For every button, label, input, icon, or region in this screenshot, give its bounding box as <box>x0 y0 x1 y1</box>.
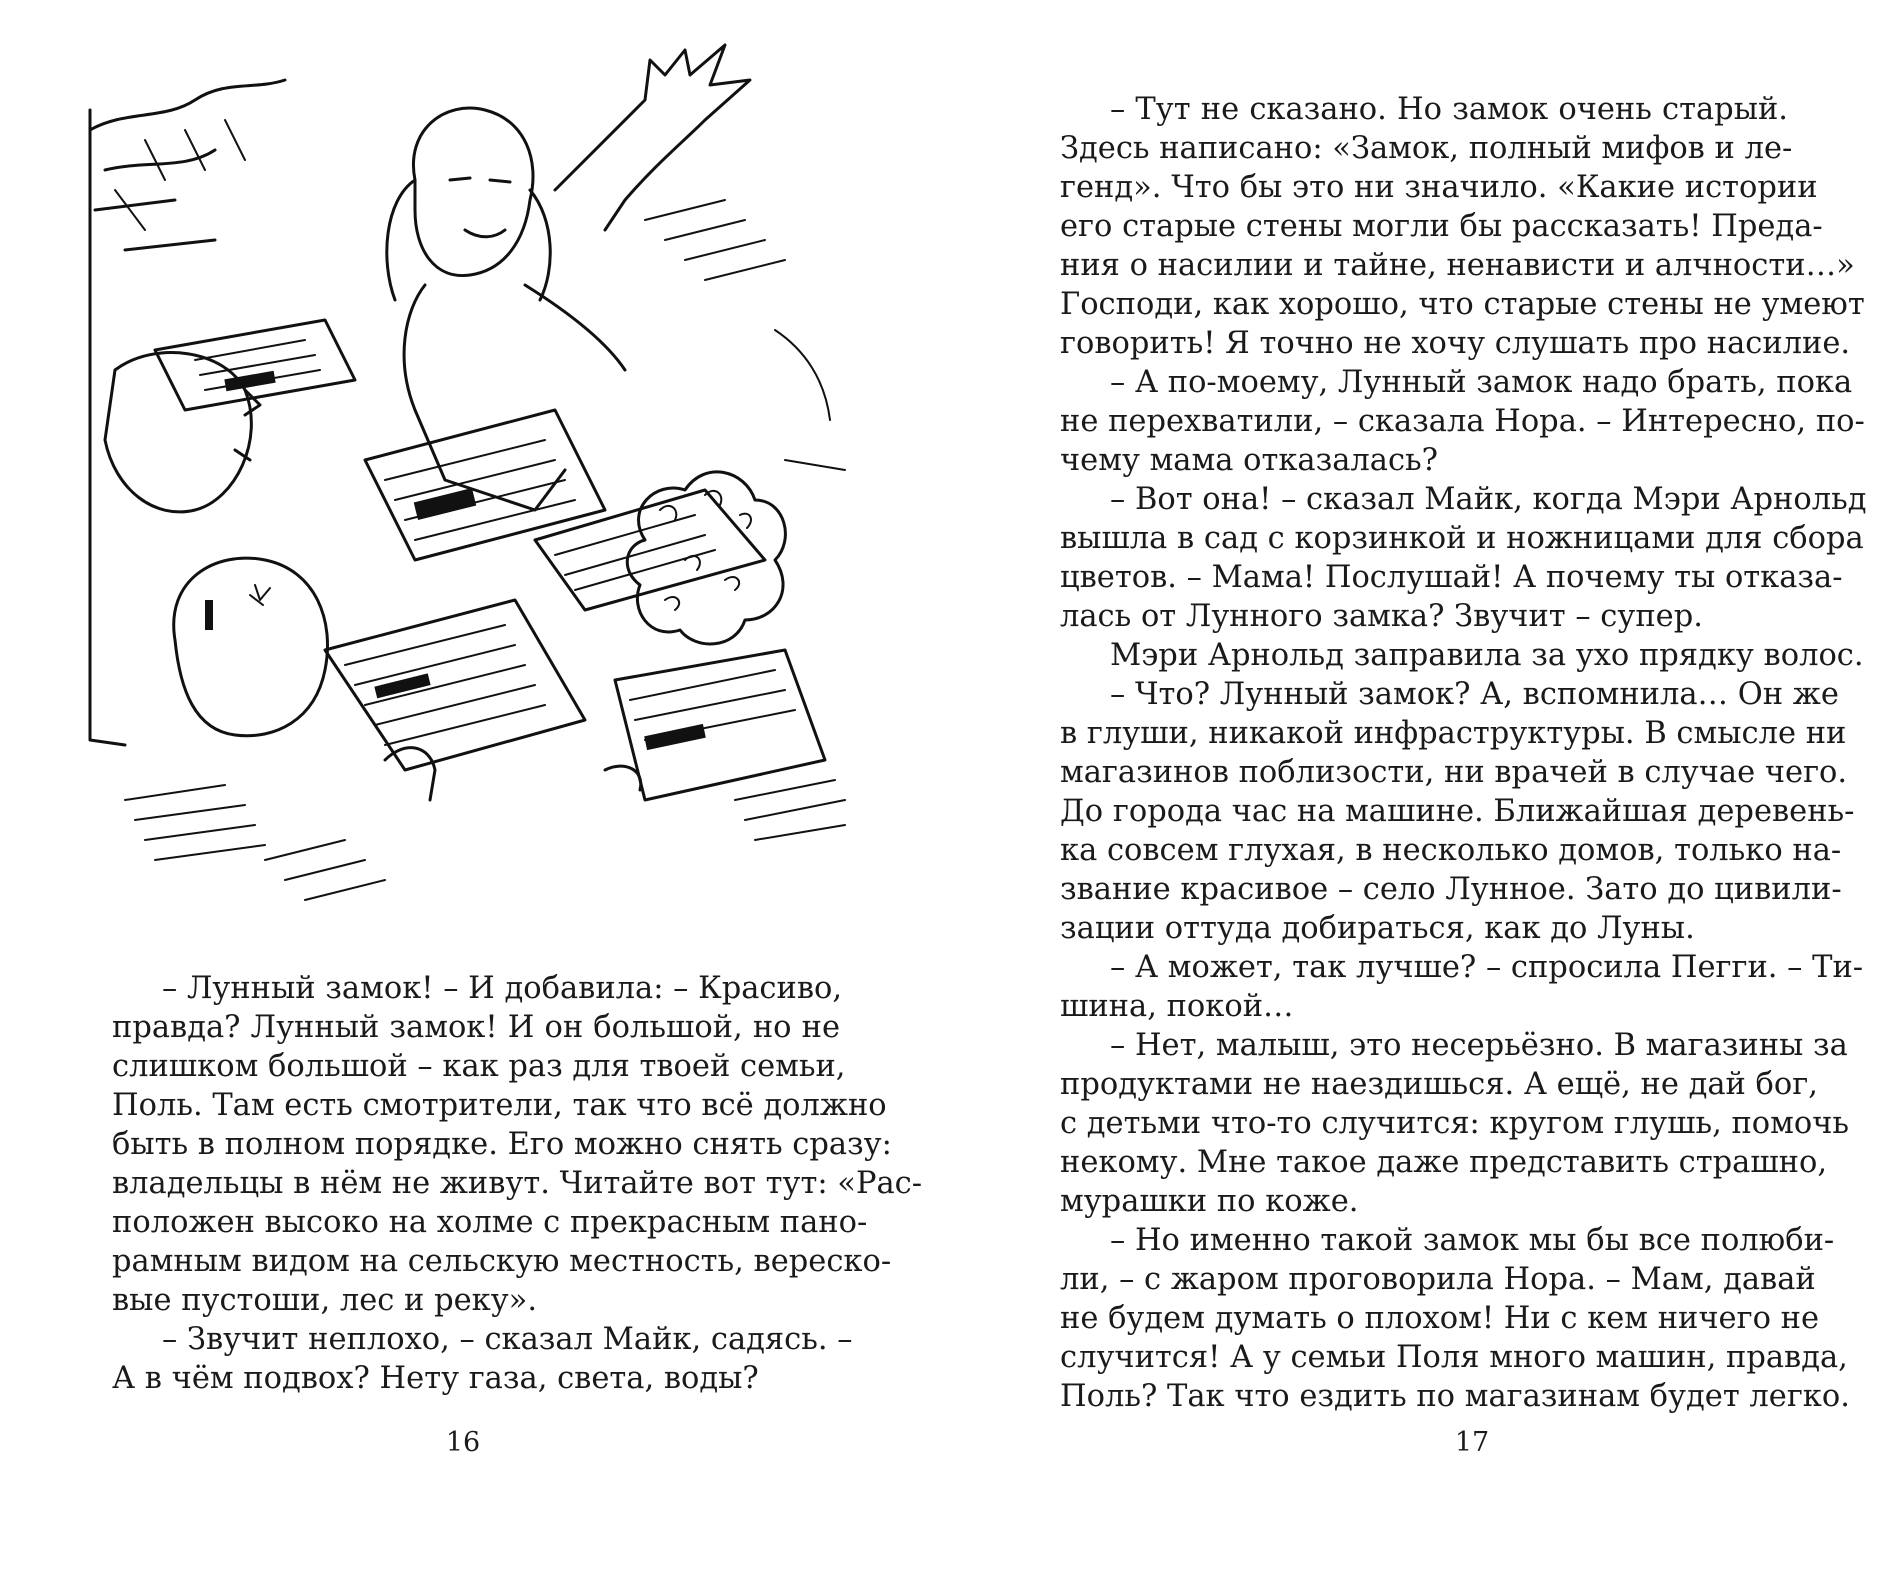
text-line: рамным видом на сельскую местность, вереско- <box>112 1244 892 1279</box>
text-line: – А может, так лучше? – спросила Пегги. – Ти- <box>1110 950 1864 985</box>
text-line: говорить! Я точно не хочу слушать про насилие. <box>1060 326 1851 361</box>
text-line: случится! А у семьи Поля много машин, правда, <box>1060 1340 1848 1375</box>
text-line: Поль. Там есть смотрители, так что всё должно <box>112 1088 887 1123</box>
text-line: – Лунный замок! – И добавила: – Красиво, <box>162 971 843 1006</box>
text-line: – Звучит неплохо, – сказал Майк, садясь. – <box>162 1322 853 1357</box>
text-line: зации оттуда добираться, как до Луны. <box>1060 911 1695 946</box>
text-line: положен высоко на холме с прекрасным пано- <box>112 1205 868 1240</box>
right-page-text <box>1060 90 1867 1416</box>
text-line: магазинов поблизости, ни врачей в случае чего. <box>1060 755 1848 790</box>
text-line: вые пустоши, лес и реку». <box>112 1283 538 1318</box>
illustration-children-with-newspapers <box>85 40 855 940</box>
left-page-text <box>112 969 923 1398</box>
text-line: генд». Что бы это ни значило. «Какие истории <box>1060 170 1818 205</box>
right-page <box>950 0 1900 1573</box>
text-line: ния о насилии и тайне, ненависти и алчности…» <box>1060 248 1855 283</box>
text-line: слишком большой – как раз для твоей семьи, <box>112 1049 846 1084</box>
text-line: не будем думать о плохом! Ни с кем ничего не <box>1060 1301 1820 1336</box>
text-line: шина, покой… <box>1060 989 1294 1024</box>
text-line: владельцы в нём не живут. Читайте вот тут: «Рас- <box>112 1166 923 1201</box>
text-line: – Но именно такой замок мы бы все полюби- <box>1110 1223 1835 1258</box>
text-line: с детьми что-то случится: кругом глушь, помочь <box>1060 1106 1850 1141</box>
text-line: – Нет, малыш, это несерьёзно. В магазины за <box>1110 1028 1848 1063</box>
page-number: 17 <box>1454 1427 1490 1458</box>
text-line: звание красивое – село Лунное. Зато до цивили- <box>1060 872 1842 907</box>
text-line: вышла в сад с корзинкой и ножницами для сбора <box>1060 521 1864 556</box>
text-line: ли, – с жаром проговорила Нора. – Мам, давай <box>1060 1262 1816 1297</box>
text-line: – Что? Лунный замок? А, вспомнила… Он же <box>1110 677 1839 712</box>
text-line: – А по-моему, Лунный замок надо брать, пока <box>1110 365 1853 400</box>
text-line: А в чём подвох? Нету газа, света, воды? <box>112 1361 759 1396</box>
text-line: цветов. – Мама! Послушай! А почему ты отказа- <box>1060 560 1843 595</box>
text-line: – Вот она! – сказал Майк, когда Мэри Арнольд <box>1110 482 1867 517</box>
text-line: До города час на машине. Ближайшая деревень- <box>1060 794 1855 829</box>
text-line: Господи, как хорошо, что старые стены не умеют <box>1060 287 1865 322</box>
text-line: мурашки по коже. <box>1060 1184 1359 1219</box>
text-line: быть в полном порядке. Его можно снять сразу: <box>112 1127 892 1162</box>
text-line: чему мама отказалась? <box>1060 443 1438 478</box>
text-line: в глуши, никакой инфраструктуры. В смысле ни <box>1060 716 1847 751</box>
text-line: – Тут не сказано. Но замок очень старый. <box>1110 92 1788 127</box>
page-number: 16 <box>445 1427 481 1458</box>
text-line: не перехватили, – сказала Нора. – Интересно, по- <box>1060 404 1865 439</box>
text-line: лась от Лунного замка? Звучит – супер. <box>1060 599 1703 634</box>
text-line: некому. Мне такое даже представить страшно, <box>1060 1145 1828 1180</box>
text-line: Мэри Арнольд заправила за ухо прядку волос. <box>1110 638 1864 673</box>
ink-drawing <box>85 40 855 940</box>
text-line: продуктами не наездишься. А ещё, не дай бог, <box>1060 1067 1818 1102</box>
text-line: Поль? Так что ездить по магазинам будет легко. <box>1060 1379 1850 1414</box>
text-line: Здесь написано: «Замок, полный мифов и ле- <box>1060 131 1793 166</box>
text-line: его старые стены могли бы рассказать! Преда- <box>1060 209 1823 244</box>
text-line: ка совсем глухая, в несколько домов, только на- <box>1060 833 1842 868</box>
text-line: правда? Лунный замок! И он большой, но не <box>112 1010 840 1045</box>
